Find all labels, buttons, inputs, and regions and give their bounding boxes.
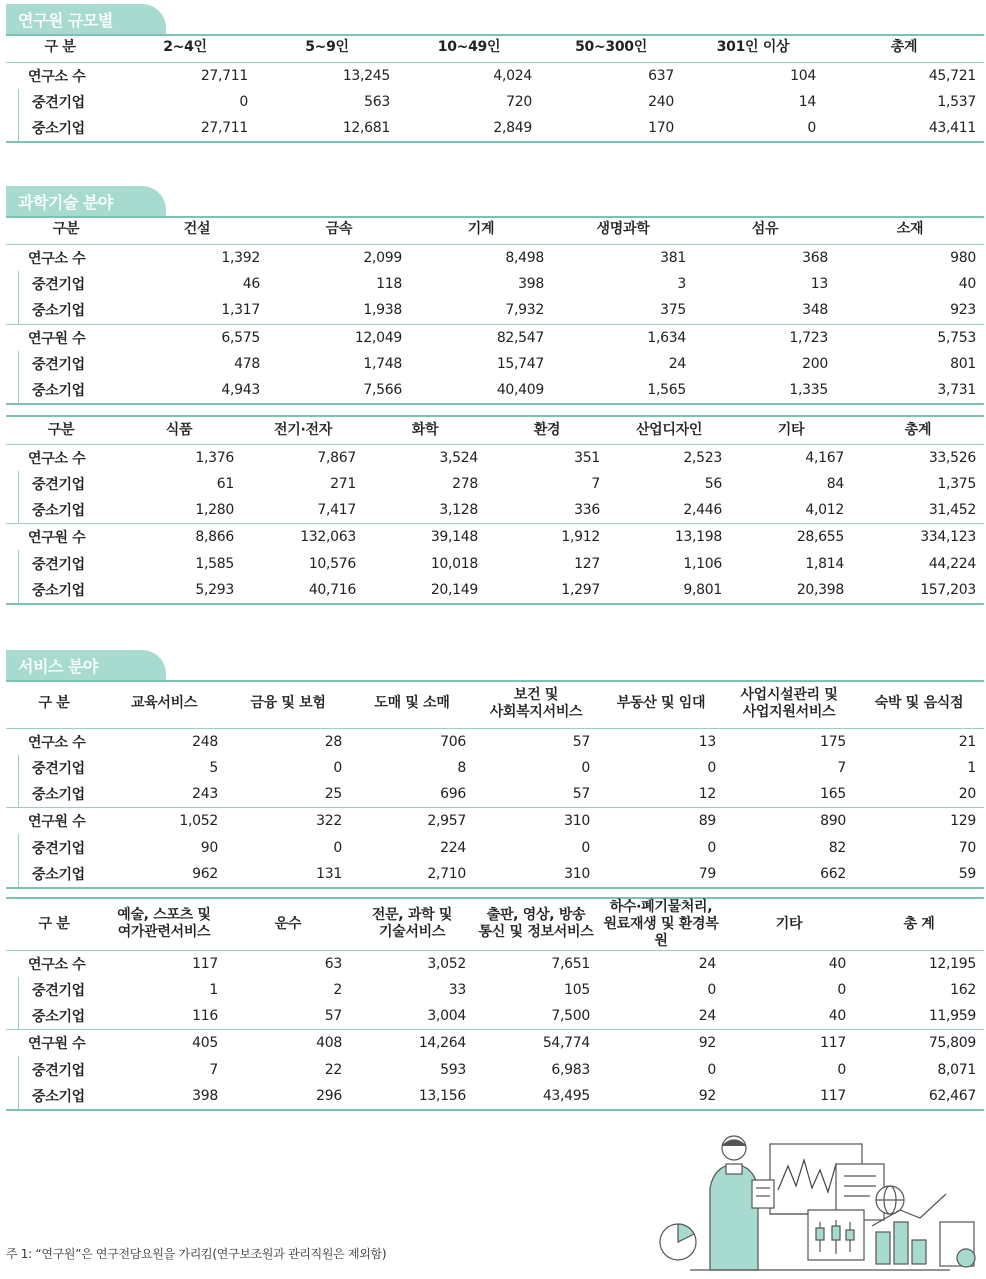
table-cell: 2,957 — [350, 808, 474, 835]
column-header: 총계 — [824, 34, 984, 62]
table-cell: 7,867 — [317, 449, 356, 466]
row-label: 중소기업 — [6, 115, 114, 142]
row-label: 중견기업 — [6, 550, 116, 577]
table-cell: 5,293 — [116, 577, 242, 604]
table-cell: 5 — [209, 759, 218, 776]
table-cell: 0 — [837, 982, 846, 999]
column-header: 301인 이상 — [682, 34, 824, 62]
row-label: 중소기업 — [6, 377, 126, 404]
table-cell: 248 — [192, 733, 218, 750]
table-row — [6, 808, 984, 835]
column-header: 50~300인 — [540, 34, 682, 62]
table-cell: 1,537 — [937, 93, 976, 110]
section-title: 연구원 규모별 — [18, 11, 113, 30]
row-label: 중소기업 — [6, 781, 102, 808]
table-cell: 1,376 — [195, 449, 234, 466]
table-cell: 24 — [698, 1008, 716, 1025]
table-cell: 3,052 — [427, 955, 466, 972]
table-cell: 322 — [226, 808, 350, 835]
table-cell: 84 — [826, 476, 844, 493]
table-cell: 1,335 — [694, 377, 836, 404]
table-row — [6, 1056, 984, 1082]
table-cell: 801 — [950, 356, 976, 373]
row-label: 연구소 수 — [28, 450, 86, 467]
row-label: 중소기업 — [6, 297, 126, 324]
row-label: 중견기업 — [6, 89, 114, 115]
table-cell: 79 — [598, 861, 724, 888]
table-cell: 398 — [518, 276, 544, 293]
table-cell: 92 — [598, 1030, 724, 1057]
table-cell: 82 — [828, 839, 846, 856]
row-label: 연구원 수 — [6, 808, 102, 835]
column-header: 예술, 스포츠 및 여가관련서비스 — [102, 898, 226, 951]
table-cell: 7 — [837, 759, 846, 776]
table-cell: 7 — [209, 1061, 218, 1078]
section-rule — [6, 680, 984, 682]
table-cell: 405 — [102, 1030, 226, 1057]
section-rule — [6, 216, 984, 218]
table-cell: 923 — [950, 302, 976, 319]
table-row — [6, 834, 984, 861]
table-cell: 10,018 — [430, 555, 478, 572]
table-row — [6, 497, 984, 524]
row-label: 중소기업 — [6, 861, 102, 888]
table-cell: 129 — [854, 808, 984, 835]
table-row — [6, 861, 984, 888]
table-cell: 57 — [572, 786, 590, 803]
table-cell: 22 — [324, 1061, 342, 1078]
row-label: 중소기업 — [6, 1003, 102, 1030]
table-cell: 40 — [828, 955, 846, 972]
row-label: 중견기업 — [6, 271, 126, 298]
table-cell: 40,716 — [242, 577, 364, 604]
table-cell: 4,167 — [805, 449, 844, 466]
table-cell: 13,245 — [342, 67, 390, 84]
column-header: 금융 및 보험 — [226, 680, 350, 728]
column-header: 운수 — [226, 898, 350, 951]
table-cell: 20 — [958, 786, 976, 803]
section-tab — [6, 650, 984, 680]
table-cell: 28 — [324, 733, 342, 750]
row-label: 중견기업 — [6, 977, 102, 1003]
table-cell: 165 — [820, 786, 846, 803]
table-cell: 0 — [682, 115, 824, 142]
table-cell: 980 — [950, 249, 976, 266]
table-row — [6, 89, 984, 115]
table-cell: 3,004 — [427, 1008, 466, 1025]
table-cell: 14,264 — [350, 1030, 474, 1057]
table-row — [6, 550, 984, 577]
table-row — [6, 62, 984, 89]
table-cell: 62,467 — [854, 1083, 984, 1110]
table-cell: 478 — [234, 356, 260, 373]
table-cell: 8,071 — [937, 1061, 976, 1078]
row-label: 연구소 수 — [28, 68, 86, 85]
table-cell: 706 — [440, 733, 466, 750]
table-cell: 118 — [376, 276, 402, 293]
table-cell: 1,912 — [486, 524, 608, 551]
column-header: 생명과학 — [552, 216, 694, 244]
column-header: 숙박 및 음식점 — [854, 680, 984, 728]
table-cell: 1,814 — [805, 555, 844, 572]
column-header: 기타 — [724, 898, 854, 951]
column-header: 환경 — [486, 416, 608, 444]
table-row — [6, 781, 984, 808]
table-cell: 1 — [967, 759, 976, 776]
analyst-illustration — [650, 1130, 984, 1276]
table-cell: 2,523 — [683, 449, 722, 466]
row-label: 연구원 수 — [6, 324, 126, 351]
table-row — [6, 977, 984, 1003]
table-cell: 0 — [239, 93, 248, 110]
table-cell: 2,446 — [683, 502, 722, 519]
table-row — [6, 444, 984, 471]
table-row — [6, 377, 984, 404]
table-cell: 3,128 — [439, 502, 478, 519]
table-cell: 104 — [790, 67, 816, 84]
column-header: 섬유 — [694, 216, 836, 244]
table-cell: 7 — [591, 476, 600, 493]
table-row — [6, 1083, 984, 1110]
column-header: 건설 — [126, 216, 268, 244]
table-cell: 637 — [648, 67, 674, 84]
table-cell: 116 — [192, 1008, 218, 1025]
table-cell: 7,566 — [268, 377, 410, 404]
column-header: 식품 — [116, 416, 242, 444]
section-title: 과학기술 분야 — [18, 193, 113, 212]
column-header: 구분 — [6, 416, 116, 444]
column-header: 전기·전자 — [242, 416, 364, 444]
row-label: 중견기업 — [6, 1056, 102, 1082]
table-cell: 40 — [828, 1008, 846, 1025]
table-cell: 54,774 — [474, 1030, 598, 1057]
table-cell: 12,049 — [268, 324, 410, 351]
table-cell: 20,149 — [364, 577, 486, 604]
size-table — [6, 34, 984, 143]
table-cell: 13 — [810, 276, 828, 293]
column-header: 기계 — [410, 216, 552, 244]
table-cell: 310 — [474, 808, 598, 835]
table-cell: 25 — [324, 786, 342, 803]
table-cell: 57 — [324, 1008, 342, 1025]
table-cell: 92 — [598, 1083, 724, 1110]
table-cell: 0 — [707, 839, 716, 856]
table-cell: 33,526 — [928, 449, 976, 466]
row-label: 연구소 수 — [28, 734, 86, 751]
section-title: 서비스 분야 — [18, 657, 98, 676]
table-cell: 1,565 — [552, 377, 694, 404]
table-row — [6, 324, 984, 351]
table-cell: 2 — [333, 982, 342, 999]
table-cell: 2,099 — [363, 249, 402, 266]
table-cell: 2,849 — [398, 115, 540, 142]
table-cell: 0 — [707, 759, 716, 776]
table-cell: 31,452 — [928, 502, 976, 519]
table-cell: 7,932 — [505, 302, 544, 319]
column-header: 하수·폐기물처리, 원료재생 및 환경복원 — [598, 898, 724, 951]
table-cell: 0 — [837, 1061, 846, 1078]
section-tab — [6, 4, 984, 34]
science-table-2 — [6, 415, 984, 605]
table-cell: 40,409 — [410, 377, 552, 404]
column-header: 산업디자인 — [608, 416, 730, 444]
column-header: 출판, 영상, 방송 통신 및 정보서비스 — [474, 898, 598, 951]
table-cell: 563 — [364, 93, 390, 110]
table-cell: 24 — [698, 955, 716, 972]
table-cell: 14 — [798, 93, 816, 110]
table-cell: 1,317 — [221, 302, 260, 319]
table-cell: 27,711 — [114, 115, 256, 142]
table-cell: 271 — [330, 476, 356, 493]
service-table-2 — [6, 897, 984, 1111]
table-cell: 82,547 — [410, 324, 552, 351]
table-row — [6, 755, 984, 782]
table-cell: 1,052 — [102, 808, 226, 835]
column-header: 10~49인 — [398, 34, 540, 62]
row-label: 중소기업 — [6, 1083, 102, 1110]
table-cell: 6,983 — [551, 1061, 590, 1078]
table-cell: 117 — [192, 955, 218, 972]
table-row — [6, 244, 984, 271]
table-cell: 127 — [574, 555, 600, 572]
column-header: 구분 — [6, 216, 126, 244]
table-cell: 39,148 — [364, 524, 486, 551]
table-cell: 0 — [581, 759, 590, 776]
table-cell: 0 — [333, 759, 342, 776]
column-header: 5~9인 — [256, 34, 398, 62]
column-header: 보건 및 사회복지서비스 — [474, 680, 598, 728]
table-cell: 3,731 — [836, 377, 984, 404]
column-header: 교육서비스 — [102, 680, 226, 728]
column-header: 도매 및 소매 — [350, 680, 474, 728]
table-cell: 24 — [668, 356, 686, 373]
table-cell: 170 — [540, 115, 682, 142]
table-cell: 33 — [448, 982, 466, 999]
table-cell: 1,723 — [694, 324, 836, 351]
table-cell: 28,655 — [730, 524, 852, 551]
table-cell: 21 — [958, 733, 976, 750]
table-cell: 8,866 — [116, 524, 242, 551]
table-cell: 13,156 — [350, 1083, 474, 1110]
table-cell: 3 — [677, 276, 686, 293]
table-cell: 12,195 — [928, 955, 976, 972]
table-row — [6, 351, 984, 378]
table-cell: 8,498 — [505, 249, 544, 266]
table-cell: 90 — [200, 839, 218, 856]
table-cell: 593 — [440, 1061, 466, 1078]
table-cell: 1,585 — [195, 555, 234, 572]
table-cell: 3,524 — [439, 449, 478, 466]
table-cell: 8 — [457, 759, 466, 776]
table-cell: 4,943 — [126, 377, 268, 404]
table-cell: 4,012 — [805, 502, 844, 519]
table-cell: 1,280 — [195, 502, 234, 519]
column-header: 2~4인 — [114, 34, 256, 62]
table-cell: 1,375 — [937, 476, 976, 493]
table-cell: 2,710 — [350, 861, 474, 888]
table-cell: 175 — [820, 733, 846, 750]
table-cell: 45,721 — [928, 67, 976, 84]
column-header: 기타 — [730, 416, 852, 444]
table-cell: 27,711 — [200, 67, 248, 84]
table-cell: 351 — [574, 449, 600, 466]
row-label: 중견기업 — [6, 834, 102, 861]
table-cell: 662 — [724, 861, 854, 888]
column-header: 사업시설관리 및 사업지원서비스 — [724, 680, 854, 728]
table-cell: 0 — [581, 839, 590, 856]
row-label: 연구원 수 — [6, 524, 116, 551]
table-cell: 296 — [226, 1083, 350, 1110]
column-header: 소재 — [836, 216, 984, 244]
table-cell: 12,681 — [256, 115, 398, 142]
size-section — [6, 4, 984, 143]
table-cell: 131 — [226, 861, 350, 888]
column-header: 부동산 및 임대 — [598, 680, 724, 728]
service-section — [6, 650, 984, 1111]
table-cell: 243 — [192, 786, 218, 803]
table-cell: 43,411 — [824, 115, 984, 142]
table-cell: 162 — [950, 982, 976, 999]
column-header: 화학 — [364, 416, 486, 444]
column-header: 구 분 — [6, 898, 102, 951]
science-section — [6, 186, 984, 605]
service-table-1 — [6, 680, 984, 889]
table-cell: 4,024 — [493, 67, 532, 84]
column-header: 총계 — [852, 416, 984, 444]
table-cell: 696 — [440, 786, 466, 803]
table-cell: 89 — [598, 808, 724, 835]
table-row — [6, 271, 984, 298]
table-cell: 375 — [660, 302, 686, 319]
table-cell: 720 — [506, 93, 532, 110]
table-cell: 381 — [660, 249, 686, 266]
table-row — [6, 577, 984, 604]
table-cell: 1,392 — [221, 249, 260, 266]
table-cell: 0 — [707, 982, 716, 999]
row-label: 연구원 수 — [6, 1030, 102, 1057]
table-cell: 336 — [574, 502, 600, 519]
column-header: 구 분 — [6, 680, 102, 728]
table-cell: 310 — [474, 861, 598, 888]
column-header: 구 분 — [6, 34, 114, 62]
table-cell: 224 — [440, 839, 466, 856]
table-cell: 278 — [452, 476, 478, 493]
table-cell: 9,801 — [608, 577, 730, 604]
table-row — [6, 950, 984, 977]
column-header: 금속 — [268, 216, 410, 244]
table-cell: 70 — [958, 839, 976, 856]
table-cell: 398 — [102, 1083, 226, 1110]
table-cell: 75,809 — [854, 1030, 984, 1057]
row-label: 중견기업 — [6, 351, 126, 378]
table-cell: 368 — [802, 249, 828, 266]
table-cell: 1,634 — [552, 324, 694, 351]
table-cell: 61 — [216, 476, 234, 493]
row-label: 중견기업 — [6, 471, 116, 498]
footnote: 주 1: “연구원”은 연구전담요원을 가리킴(연구보조원과 관리직원은 제외함) — [6, 1247, 387, 1261]
table-cell: 40 — [958, 276, 976, 293]
table-row — [6, 297, 984, 324]
table-cell: 5,753 — [836, 324, 984, 351]
table-row — [6, 524, 984, 551]
table-cell: 334,123 — [852, 524, 984, 551]
table-cell: 0 — [707, 1061, 716, 1078]
table-cell: 56 — [704, 476, 722, 493]
table-cell: 348 — [802, 302, 828, 319]
row-label: 중소기업 — [6, 497, 116, 524]
table-cell: 63 — [324, 955, 342, 972]
table-cell: 105 — [564, 982, 590, 999]
section-rule — [6, 34, 984, 36]
column-header: 총 계 — [854, 898, 984, 951]
table-cell: 962 — [102, 861, 226, 888]
table-cell: 20,398 — [730, 577, 852, 604]
table-row — [6, 1003, 984, 1030]
table-cell: 13,198 — [608, 524, 730, 551]
table-row — [6, 728, 984, 755]
table-cell: 240 — [648, 93, 674, 110]
table-cell: 890 — [724, 808, 854, 835]
table-cell: 117 — [724, 1083, 854, 1110]
table-cell: 57 — [572, 733, 590, 750]
table-row — [6, 115, 984, 142]
row-label: 연구소 수 — [28, 956, 86, 973]
table-cell: 46 — [242, 276, 260, 293]
table-cell: 7,500 — [551, 1008, 590, 1025]
table-cell: 15,747 — [496, 356, 544, 373]
table-cell: 7,417 — [317, 502, 356, 519]
table-cell: 11,959 — [928, 1008, 976, 1025]
table-row — [6, 471, 984, 498]
row-label: 중견기업 — [6, 755, 102, 782]
table-cell: 43,495 — [474, 1083, 598, 1110]
table-cell: 10,576 — [308, 555, 356, 572]
table-cell: 7,651 — [551, 955, 590, 972]
table-cell: 408 — [226, 1030, 350, 1057]
table-cell: 200 — [802, 356, 828, 373]
science-table-1 — [6, 216, 984, 405]
table-cell: 117 — [724, 1030, 854, 1057]
column-header: 전문, 과학 및 기술서비스 — [350, 898, 474, 951]
table-cell: 6,575 — [126, 324, 268, 351]
table-cell: 44,224 — [928, 555, 976, 572]
table-cell: 132,063 — [242, 524, 364, 551]
row-label: 중소기업 — [6, 577, 116, 604]
table-cell: 13 — [698, 733, 716, 750]
table-row — [6, 1030, 984, 1057]
table-cell: 1,748 — [363, 356, 402, 373]
table-cell: 1,297 — [486, 577, 608, 604]
row-label: 연구소 수 — [28, 250, 86, 267]
table-cell: 0 — [333, 839, 342, 856]
table-cell: 1,938 — [363, 302, 402, 319]
table-cell: 1 — [209, 982, 218, 999]
section-tab — [6, 186, 984, 216]
table-cell: 157,203 — [852, 577, 984, 604]
table-cell: 59 — [854, 861, 984, 888]
table-cell: 1,106 — [683, 555, 722, 572]
table-cell: 12 — [698, 786, 716, 803]
